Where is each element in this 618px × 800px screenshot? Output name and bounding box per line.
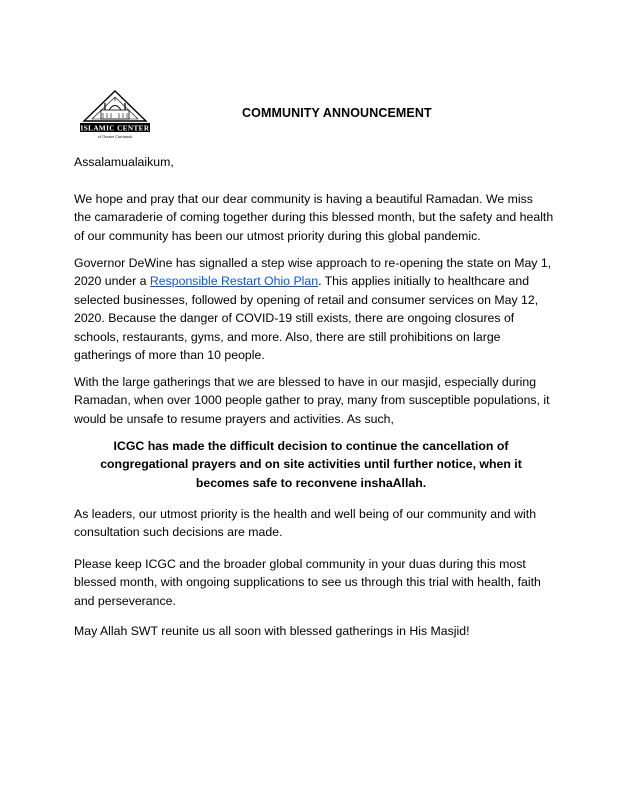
greeting: Assalamualaikum, — [74, 155, 174, 169]
text-line: and perseverance. — [74, 593, 176, 608]
text-line: Governor DeWine has signalled a step wise approach to re-opening the state on May 1, — [74, 256, 552, 270]
text-line: the camaraderie of coming together during this blessed month, but the safety and health — [74, 210, 554, 225]
text-line: gatherings of more than 10 people. — [74, 348, 265, 363]
text-line: selected businesses, followed by opening of retail and consumer services on May 12, — [74, 292, 539, 307]
paragraph-gatherings — [74, 373, 554, 428]
islamic-center-logo — [76, 89, 154, 141]
text-line: Ramadan, when over 1000 people gather to pray, many from susceptible populations, it — [74, 393, 550, 408]
logo-subtitle-text: of Greater Cincinnati — [98, 134, 132, 139]
decision-statement — [74, 437, 548, 492]
text-line-with-link — [74, 272, 554, 290]
text-segment: . This applies initially to healthcare and — [318, 274, 530, 289]
paragraph-leaders — [74, 505, 554, 542]
paragraph-duas — [74, 555, 554, 610]
paragraph-intro — [74, 190, 554, 245]
text-line: 2020. Because the danger of COVID-19 still exists, there are ongoing closures of — [74, 311, 515, 326]
text-line: We hope and pray that our dear community is having a beautiful Ramadan. We miss — [74, 192, 533, 206]
text-line: becomes safe to reconvene inshaAllah. — [195, 475, 427, 490]
restart-ohio-plan-link[interactable]: Responsible Restart Ohio Plan — [149, 274, 319, 289]
page-title: COMMUNITY ANNOUNCEMENT — [242, 106, 432, 120]
closing-line: May Allah SWT reunite us all soon with blessed gatherings in His Masjid! — [74, 624, 470, 638]
text-line: would be unsafe to resume prayers and activities. As such, — [74, 411, 394, 426]
mosque-emblem-icon — [76, 89, 154, 141]
text-line: As leaders, our utmost priority is the health and well being of our community and with — [74, 507, 537, 521]
paragraph-governor — [74, 254, 554, 364]
text-line: schools, restaurants, gyms, and more. Also, there are still prohibitions on large — [74, 329, 501, 344]
logo-name-text: ISLAMIC CENTER — [80, 124, 150, 133]
text-line: With the large gatherings that we are blessed to have in our masjid, especially during — [74, 375, 537, 389]
text-line: Please keep ICGC and the broader global community in your duas during this most — [74, 557, 526, 571]
text-line: consultation such decisions are made. — [74, 525, 283, 540]
text-line: of our community has been our utmost priority during this global pandemic. — [74, 228, 481, 243]
text-line: congregational prayers and on site activities until further notice, when it — [100, 457, 522, 472]
text-line: blessed month, with ongoing supplications to see us through this trial with health, faith — [74, 575, 541, 590]
text-line: ICGC has made the difficult decision to continue the cancellation of — [113, 439, 509, 453]
text-segment: 2020 under a — [74, 274, 150, 289]
